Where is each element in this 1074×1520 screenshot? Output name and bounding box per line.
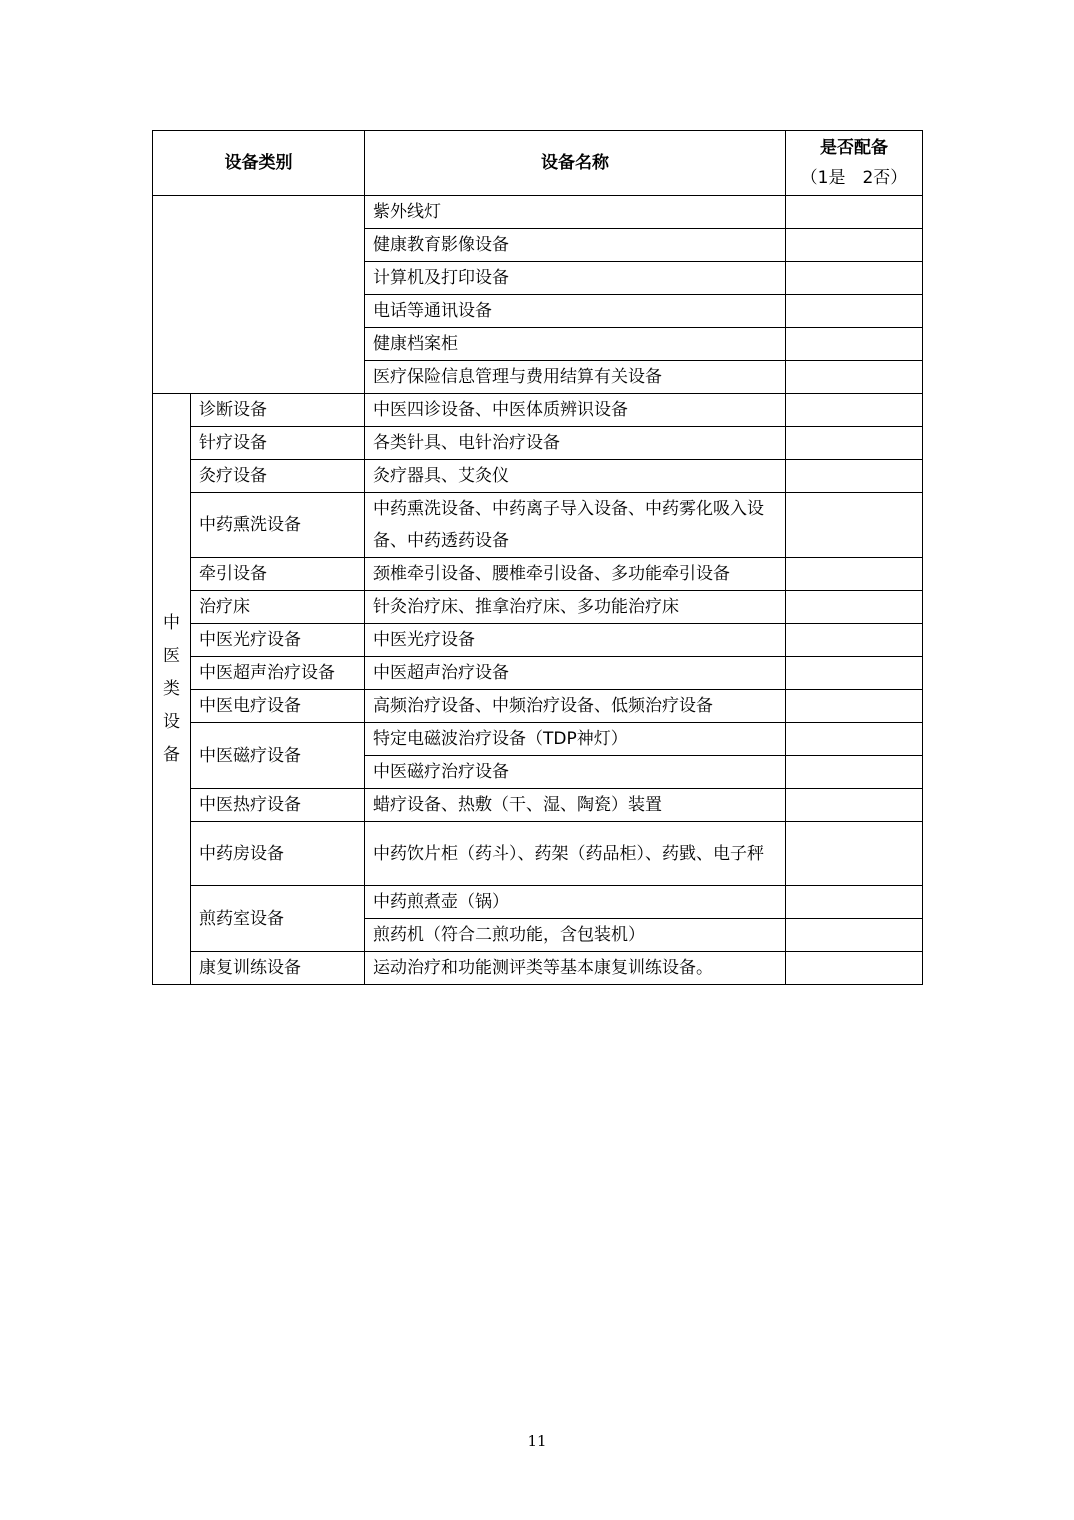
tcm-category-char: 中 xyxy=(163,612,180,633)
equipment-table xyxy=(152,130,923,985)
equipped-value-cell[interactable] xyxy=(786,690,923,723)
equipment-name-cell: 中医光疗设备 xyxy=(365,624,786,657)
page-number: 11 xyxy=(527,1432,547,1450)
header-equipped xyxy=(786,131,923,196)
equipped-value-cell[interactable] xyxy=(786,657,923,690)
equipped-value-cell[interactable] xyxy=(786,822,923,886)
equipped-value-cell[interactable] xyxy=(786,789,923,822)
equipment-name-cell: 中药熏洗设备、中药离子导入设备、中药雾化吸入设备、中药透药设备 xyxy=(365,493,786,558)
equipped-value-cell[interactable] xyxy=(786,295,923,328)
equipment-name-cell: 医疗保险信息管理与费用结算有关设备 xyxy=(365,361,786,394)
table-row xyxy=(153,591,923,624)
table-body xyxy=(153,196,923,985)
equipped-value-cell[interactable] xyxy=(786,229,923,262)
equipment-name-cell: 中药煎煮壶（锅） xyxy=(365,886,786,919)
subcategory-cell: 康复训练设备 xyxy=(191,952,365,985)
equipment-name-cell: 健康档案柜 xyxy=(365,328,786,361)
equipment-name-cell: 紫外线灯 xyxy=(365,196,786,229)
header-equipment-name: 设备名称 xyxy=(365,131,786,196)
tcm-category-char: 医 xyxy=(163,645,180,666)
equipment-name-cell: 高频治疗设备、中频治疗设备、低频治疗设备 xyxy=(365,690,786,723)
equipped-value-cell[interactable] xyxy=(786,460,923,493)
equipment-name-cell: 运动治疗和功能测评类等基本康复训练设备。 xyxy=(365,952,786,985)
subcategory-cell: 中医电疗设备 xyxy=(191,690,365,723)
tcm-category-char: 备 xyxy=(163,744,180,765)
subcategory-cell: 中药房设备 xyxy=(191,822,365,886)
table-row xyxy=(153,624,923,657)
subcategory-cell: 灸疗设备 xyxy=(191,460,365,493)
subcategory-cell: 中医超声治疗设备 xyxy=(191,657,365,690)
equipped-value-cell[interactable] xyxy=(786,394,923,427)
equipped-value-cell[interactable] xyxy=(786,756,923,789)
table-row xyxy=(153,657,923,690)
subcategory-cell: 牵引设备 xyxy=(191,558,365,591)
equipment-name-cell: 颈椎牵引设备、腰椎牵引设备、多功能牵引设备 xyxy=(365,558,786,591)
subcategory-cell: 煎药室设备 xyxy=(191,886,365,952)
equipped-value-cell[interactable] xyxy=(786,493,923,558)
equipment-name-cell: 中药饮片柜（药斗）、药架（药品柜）、药戥、电子秤 xyxy=(365,822,786,886)
tcm-category-cell xyxy=(153,394,191,985)
table-row xyxy=(153,493,923,558)
equipped-value-cell[interactable] xyxy=(786,262,923,295)
equipped-value-cell[interactable] xyxy=(786,361,923,394)
tcm-category-char: 设 xyxy=(163,711,180,732)
equipped-value-cell[interactable] xyxy=(786,624,923,657)
table-row xyxy=(153,394,923,427)
equipment-name-cell: 中医磁疗治疗设备 xyxy=(365,756,786,789)
subcategory-cell: 中医磁疗设备 xyxy=(191,723,365,789)
equipped-value-cell[interactable] xyxy=(786,886,923,919)
table-row xyxy=(153,723,923,756)
equipped-value-cell[interactable] xyxy=(786,558,923,591)
equipped-value-cell[interactable] xyxy=(786,328,923,361)
table-row xyxy=(153,690,923,723)
equipment-name-cell: 中医四诊设备、中医体质辨识设备 xyxy=(365,394,786,427)
equipment-name-cell: 针灸治疗床、推拿治疗床、多功能治疗床 xyxy=(365,591,786,624)
subcategory-cell: 中药熏洗设备 xyxy=(191,493,365,558)
equipment-name-cell: 煎药机（符合二煎功能，含包装机） xyxy=(365,919,786,952)
equipment-name-cell: 各类针具、电针治疗设备 xyxy=(365,427,786,460)
table-row xyxy=(153,789,923,822)
tcm-category-char: 类 xyxy=(163,678,180,699)
subcategory-cell: 治疗床 xyxy=(191,591,365,624)
table-row xyxy=(153,558,923,591)
table-row xyxy=(153,886,923,919)
equipped-value-cell[interactable] xyxy=(786,952,923,985)
table-row xyxy=(153,460,923,493)
header-equipped-title: 是否配备 xyxy=(820,138,888,158)
subcategory-cell: 针疗设备 xyxy=(191,427,365,460)
equipment-name-cell: 电话等通讯设备 xyxy=(365,295,786,328)
table-row xyxy=(153,427,923,460)
equipment-name-cell: 计算机及打印设备 xyxy=(365,262,786,295)
equipment-name-cell: 健康教育影像设备 xyxy=(365,229,786,262)
table-row xyxy=(153,952,923,985)
equipped-value-cell[interactable] xyxy=(786,591,923,624)
equipped-value-cell[interactable] xyxy=(786,723,923,756)
subcategory-cell: 中医光疗设备 xyxy=(191,624,365,657)
table-row xyxy=(153,196,923,229)
equipped-value-cell[interactable] xyxy=(786,427,923,460)
subcategory-cell: 诊断设备 xyxy=(191,394,365,427)
header-category: 设备类别 xyxy=(153,131,365,196)
subcategory-cell: 中医热疗设备 xyxy=(191,789,365,822)
equipment-name-cell: 特定电磁波治疗设备（TDP神灯） xyxy=(365,723,786,756)
table-header-row xyxy=(153,131,923,196)
equipment-name-cell: 蜡疗设备、热敷（干、湿、陶瓷）装置 xyxy=(365,789,786,822)
header-equipped-options: （1是 2否） xyxy=(800,168,908,188)
table-row xyxy=(153,822,923,886)
equipped-value-cell[interactable] xyxy=(786,196,923,229)
equipped-value-cell[interactable] xyxy=(786,919,923,952)
equipment-name-cell: 中医超声治疗设备 xyxy=(365,657,786,690)
equipment-name-cell: 灸疗器具、艾灸仪 xyxy=(365,460,786,493)
category-cell-blank xyxy=(153,196,365,394)
